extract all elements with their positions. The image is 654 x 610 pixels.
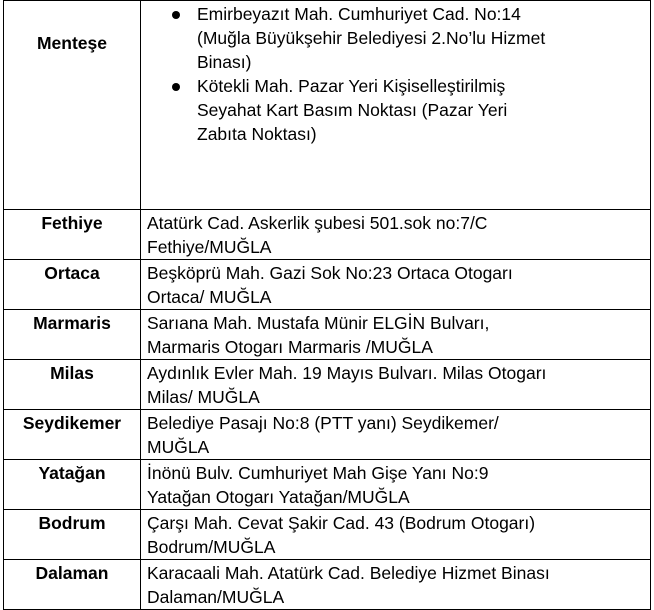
- address-line: MUĞLA: [147, 437, 210, 457]
- address-line: Ortaca/ MUĞLA: [147, 287, 272, 307]
- district-cell: Ortaca: [4, 260, 141, 310]
- address-line: Atatürk Cad. Askerlik şubesi 501.sok no:7/C: [147, 213, 488, 233]
- address-cell: [141, 1, 651, 210]
- address-cell: [141, 560, 651, 610]
- address-line: Milas/ MUĞLA: [147, 387, 260, 407]
- address-line: Bodrum/MUĞLA: [147, 537, 276, 557]
- address-line: Zabıta Noktası): [197, 124, 317, 144]
- address-line: Çarşı Mah. Cevat Şakir Cad. 43 (Bodrum Otogarı): [147, 513, 536, 533]
- district-cell: Yatağan: [4, 460, 141, 510]
- address-line: (Muğla Büyükşehir Belediyesi 2.No’lu Hizmet: [197, 28, 546, 48]
- office-address-table: [3, 0, 651, 610]
- district-cell: Seydikemer: [4, 410, 141, 460]
- address-cell: [141, 510, 651, 560]
- district-cell: Marmaris: [4, 310, 141, 360]
- table-row-mentese: [4, 1, 651, 210]
- district-cell: Fethiye: [4, 210, 141, 260]
- table-row-fethiye: [4, 210, 651, 260]
- district-cell: Dalaman: [4, 560, 141, 610]
- list-item: [147, 2, 646, 74]
- table-row-seydikemer: [4, 410, 651, 460]
- table-row-bodrum: [4, 510, 651, 560]
- list-item: [147, 74, 646, 146]
- table-row-yatagan: [4, 460, 651, 510]
- address-line: Beşköprü Mah. Gazi Sok No:23 Ortaca Otogarı: [147, 263, 513, 283]
- address-line: Dalaman/MUĞLA: [147, 587, 285, 607]
- address-line: Kötekli Mah. Pazar Yeri Kişiselleştirilmiş: [197, 76, 506, 96]
- table-row-milas: [4, 360, 651, 410]
- address-line: Seyahat Kart Basım Noktası (Pazar Yeri: [197, 100, 508, 120]
- bullet-icon: [172, 83, 180, 91]
- address-line: Aydınlık Evler Mah. 19 Mayıs Bulvarı. Milas Otogarı: [147, 363, 547, 383]
- address-line: Emirbeyazıt Mah. Cumhuriyet Cad. No:14: [197, 4, 521, 24]
- district-cell: Milas: [4, 360, 141, 410]
- district-cell: Menteşe: [4, 1, 141, 210]
- address-line: Marmaris Otogarı Marmaris /MUĞLA: [147, 337, 433, 357]
- address-line: İnönü Bulv. Cumhuriyet Mah Gişe Yanı No:9: [147, 463, 489, 483]
- address-cell: [141, 310, 651, 360]
- table-row-ortaca: [4, 260, 651, 310]
- address-cell: [141, 410, 651, 460]
- address-line: Karacaali Mah. Atatürk Cad. Belediye Hizmet Binası: [147, 563, 550, 583]
- bullet-icon: [172, 11, 180, 19]
- table-row-marmaris: [4, 310, 651, 360]
- address-cell: [141, 360, 651, 410]
- document-page: [3, 0, 651, 610]
- address-cell: [141, 210, 651, 260]
- address-bullet-list: [147, 2, 646, 146]
- address-cell: [141, 260, 651, 310]
- address-line: Sarıana Mah. Mustafa Münir ELGİN Bulvarı,: [147, 313, 490, 333]
- table-row-dalaman: [4, 560, 651, 610]
- address-line: Fethiye/MUĞLA: [147, 237, 272, 257]
- address-line: Binası): [197, 52, 252, 72]
- district-cell: Bodrum: [4, 510, 141, 560]
- address-line: Yatağan Otogarı Yatağan/MUĞLA: [147, 487, 410, 507]
- address-line: Belediye Pasajı No:8 (PTT yanı) Seydikemer/: [147, 413, 499, 433]
- address-cell: [141, 460, 651, 510]
